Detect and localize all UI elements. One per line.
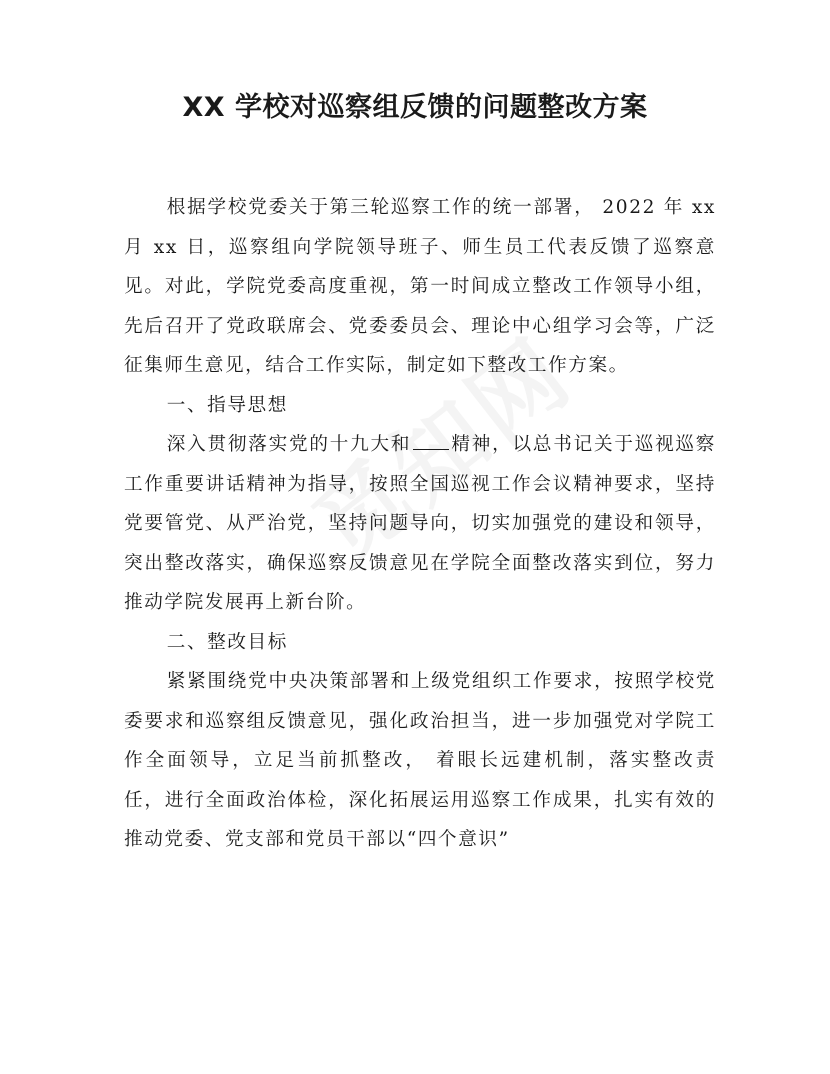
rectification-goals-paragraph: 紧紧围绕党中央决策部署和上级党组织工作要求，按照学校党委要求和巡察组反馈意见，强化政治担当，进一步加强党对学院工作全面领导，立足当前抓整改， 着眼长远建机制，落实整改责任，进行全面政治体检，深化拓展运用巡察工作成果，扎实有效的推动党委、党支部和党员干部以“四个意识” (124, 671, 716, 850)
guiding-ideology-text-after-blank: 精神，以总书记关于巡视巡察工作重要讲话精神为指导，按照全国巡视工作会议精神要求，坚持党要管党、从严治党，坚持问题导向，切实加强党的建设和领导，突出整改落实，确保巡察反馈意见在学院全面整改落实到位，努力推动学院发展再上新台阶。 (124, 434, 716, 613)
section-heading-guiding-ideology: 一、指导思想 (166, 394, 288, 416)
guiding-ideology-text-before-blank: 深入贯彻落实党的十九大和 (166, 434, 412, 455)
document-body (124, 188, 716, 860)
guiding-ideology-paragraph (124, 425, 716, 623)
intro-paragraph: 根据学校党委关于第三轮巡察工作的统一部署， 2022 年 xx 月 xx 日，巡察组向学院领导班子、师生员工代表反馈了巡察意见。对此，学院党委高度重视，第一时间成立整改工作领导小组，先后召开了党政联席会、党委委员会、理论中心组学习会等，广泛征集师生意见，结合工作实际，制定如下整改工作方案。 (124, 197, 716, 376)
document-title: XX 学校对巡察组反馈的问题整改方案 (182, 92, 648, 123)
fill-in-blank (413, 433, 449, 450)
section-heading-rectification-goals: 二、整改目标 (166, 631, 288, 653)
